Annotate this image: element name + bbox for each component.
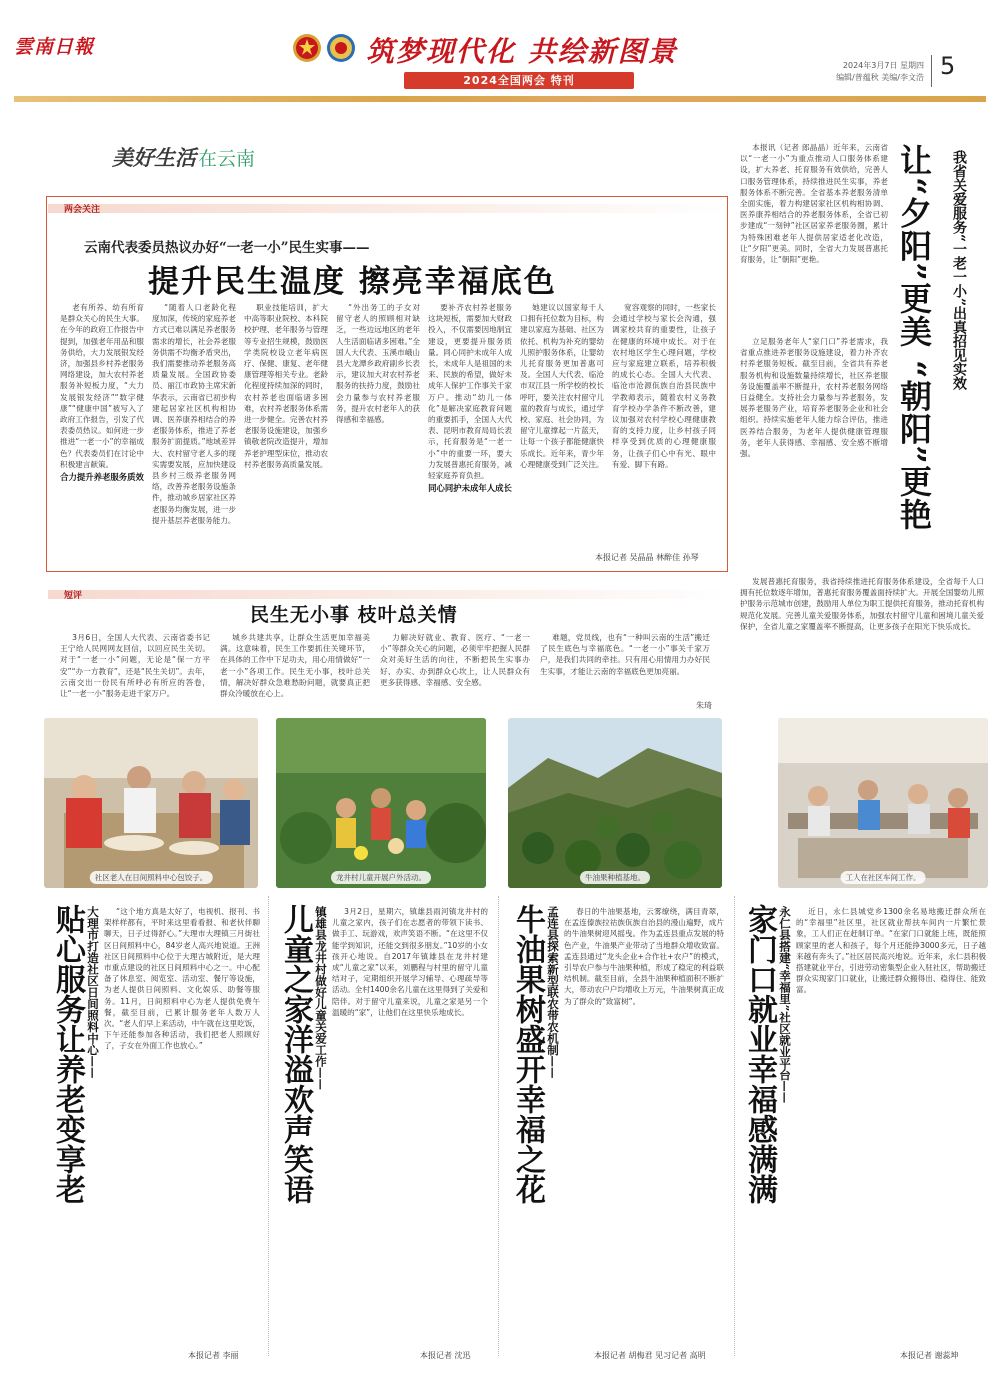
cppcc-emblem-icon [326,33,356,63]
commentary-tag: 短评 [64,591,83,601]
lead-column-7 [612,302,716,548]
story3-body [564,906,724,1336]
story1-text: “这个地方真是太好了，电视机、报刊、书架样样都有，平时来这里看看报、和老伙伴聊聊天，日子过得舒心。”大理市大理镇三月街社区日间照料中心，84岁老人高兴地说道。王洲社区日间照料中心位于大理古城附近，是大理市重点建设的社区日间照料中心之一。中心配备了休息室、阅览室、活动室、餐厅等设施，为老人提供日间照料、文化娱乐、助餐等服务。11月，日间照料中心为老人提供免费午餐，截至目前，已累计服务老年人数万人次。“老人们早上来活动，中午就在这里吃饭，下午还能参加各种活动，我们把老人照顾好了，子女在外面工作也放心。” [104,907,260,1051]
story1-headline: 贴心服务让养老变享老 [50,904,85,1204]
avocado-orchard-image [508,718,722,888]
sidebar-para-2: 立足服务老年人“家门口”养老需求，我省重点推进养老服务设施建设，着力补齐农村养老服务短板。截至目前，全省共有养老服务机构和设施数量持续增长，社区养老服务设施覆盖率不断提升，农村养老服务网络日益健全。支持社会力量参与养老服务，发展养老服务产业，培育养老服务企业和社会组织。持续实施老年人能力综合评估，推进医养结合服务，为老年人提供健康管理服务，老年人获得感、幸福感、安全感不断增强。 [740,337,888,459]
story4-kicker: 永仁县搭建“幸福里”社区就业平台—— [778,906,792,1104]
column-divider-2 [498,896,499,1356]
lead-tag-bar [48,204,726,213]
lead-subhead-2: 同心同护未成年人成长 [428,483,512,494]
children-outdoor-image [276,718,486,888]
sidebar-para-3: 发展普惠托育服务，我省持续推进托育服务体系建设，全省每千人口拥有托位数逐年增加，普惠托育服务覆盖面持续扩大。开展全国婴幼儿照护服务示范城市创建，鼓励用人单位为职工提供托育服务，推动托育机构规范化发展。完善儿童关爱服务体系，加强农村留守儿童和困境儿童关爱保护，全省儿童之家覆盖率不断提高，让更多孩子在阳光下快乐成长。 [740,577,984,631]
story1-body [104,906,260,1336]
column-divider-1 [268,896,269,1356]
section-logo [112,142,255,172]
lead-byline: 本报记者 吴晶晶 林醉佳 孙琴 [595,553,699,562]
story3-text: 春日的牛油果基地，云雾缭绕，满目青翠，在孟连傣族拉祜族佤族自治县的漫山遍野，成片的牛油果树迎风摇曳。作为孟连县重点发展的特色产业，牛油果产业带动了当地群众增收致富。孟连县通过“龙头企业+合作社+农户”的模式，引导农户参与牛油果种植，形成了稳定的利益联结机制。截至目前，全县牛油果种植面积不断扩大，带动农户户均增收上万元，牛油果树真正成为了群众的“致富树”。 [564,907,724,1006]
commentary-column-2 [220,632,370,710]
sidebar-headline: 让“夕阳”更美 “朝阳”更艳 [895,144,933,531]
commentary-para-1: 3月6日，全国人大代表、云南省委书记王宁给人民网网友回信，以回应民生关切。对于“一老一小”问题，无论是“保一方平安”“办一方教育”，还是“民生关切”。去年，云南交出一份民有所呼必有所应的答卷，让“一老一小”服务走进千家万户。 [60,633,210,699]
lead-para-5: 要补齐农村养老服务这块短板，需要加大财政投入，不仅需要因地制宜建设，更要提升服务质量。同心同护未成年人成长，未成年人是祖国的未来、民族的希望，做好未成年人保护工作事关千家万户。推动“幼儿一体化”是解决家庭教育问题的重要抓手，全国人大代表、昆明市教育局局长表示，托育服务是“一老一小”中的重要一环，要大力发展普惠托育服务，减轻家庭养育负担。 [428,303,512,481]
special-badge: 2024全国两会 特刊 [404,72,634,89]
lead-column-4 [336,302,420,560]
section-logo-part1: 美好生活 [112,145,196,170]
page-number-divider [931,55,932,87]
photo-caption-3: 牛油果种植基地。 [580,871,650,884]
commentary-para-2: 城乡共建共享，让群众生活更加幸福美满。这意味着，民生工作要抓住关键环节，在具体的工作中下足功夫，用心用情做好“一老一小”各项工作。民生无小事，枝叶总关情，解决好群众急难愁盼问题，就要真正把群众冷暖放在心上。 [220,633,370,699]
national-emblem-icon [292,33,322,63]
commentary-byline: 朱琦 [696,701,712,710]
photo-story-1 [44,718,258,888]
lead-headline: 提升民生温度 擦亮幸福底色 [148,264,557,300]
section-logo-part2: 在云南 [198,148,256,170]
lead-para-7: 宽容观察的同时，一些家长会通过学校与家长会沟通，强调家校共育的重要性，让孩子在健康的环境中成长。对于在农村地区学生心理问题，学校应与家庭建立联系，培养积极的成长心态。全国人大代表、临沧市沧源佤族自治县民族中学教师表示，随着农村义务教育学校办学条件不断改善，建议加强对农村学校心理健康教育的支持力度，让乡村孩子同样享受到优质的心理健康服务，让孩子们心中有光、眼中有爱、脚下有路。 [612,303,716,469]
story2-body [332,906,488,1336]
story4-headline: 家门口就业幸福感满满 [742,904,777,1204]
column-divider-3 [734,896,735,1356]
lead-subhead-1: 合力提升养老服务质效 [60,472,144,483]
lead-para-3: 职业技能培训，扩大中高等职业院校、本科院校护理、老年服务与管理等专业招生规模，鼓励医学类院校设立老年病医疗、保健、康复、老年健康管理等相关专业。老龄化程度持续加深的同时，农村养老也面临诸多困难，农村养老服务体系需进一步健全。完善农村养老服务设施建设，加强乡镇敬老院改造提升，增加养老护理型床位，推动农村养老服务高质量发展。 [244,303,328,469]
photo-caption-1: 社区老人在日间照料中心包饺子。 [90,871,213,884]
story2-kicker: 镇雄县龙井村做好儿童关爱工作—— [314,906,328,1090]
page-number: 5 [940,52,956,80]
lead-para-1: 老有所养、幼有所育是群众关心的民生大事。在今年的政府工作报告中提到，加强老年用品和服务供给，大力发展银发经济，加强县乡村养老服务网络建设，加大农村养老服务补短板力度，“大力发展银发经济”“数字健康”“健康中国”被写入了政府工作报告，引发了代表委员热议。如何进一步推进“一老一小”的幸福成色？代表委员们在讨论中积极建言献策。 [60,303,144,469]
lead-tag: 两会关注 [64,205,101,215]
factory-workers-image [778,718,988,888]
lead-column-2 [152,302,236,560]
sidebar-column-3 [740,576,984,712]
issue-editors: 编辑/普蕴秋 美编/李文浩 [836,73,924,82]
issue-date: 2024年3月7日 星期四 [842,61,924,70]
sidebar-kicker: 我省关爱服务“一老一小”出真招见实效 [951,150,967,391]
masthead-gold-bar [14,96,986,102]
commentary-column-3 [380,632,530,710]
sidebar-column-2 [740,336,888,572]
photo-story-2 [276,718,486,888]
story4-body [796,906,986,1336]
commentary-para-3: 力解决好就业、教育、医疗、“一老一小”等群众关心的问题，必须牢牢把握人民群众对美好生活的向往，不断把民生实事办好、办实、办到群众心坎上，让人民群众有更多获得感、幸福感、安全感。 [380,633,530,687]
story4-byline: 本报记者 谢蕊坤 [900,1351,959,1360]
lead-para-2: “随着人口老龄化程度加深，传统的家庭养老方式已难以满足养老服务需求的增长，社会养老服务供需不均衡矛盾突出，我们需要推动养老服务高质量发展。全国政协委员、丽江市政协主席宋新华表示，云南省已初步构建起居家社区机构相协调、医养康养相结合的养老服务体系，推进了养老服务扩面提质。”地域差异大、农村留守老人多的现实需要发展，应加快建设县乡村三级养老服务网络，改善养老服务设施条件，推动城乡居家社区养老服务均衡发展，进一步提升基层养老服务能力。 [152,303,236,525]
lead-para-4: “外出务工的子女对留守老人的照顾相对缺乏，一些边远地区的老年人生活面临诸多困难。”全国人大代表、玉溪市峨山县大龙潭乡政府副乡长表示，建议加大对农村养老服务的扶持力度，鼓励社会力量参与农村养老服务，提升农村老年人的获得感和幸福感。 [336,303,420,425]
photo-caption-4: 工人在社区车间工作。 [841,871,926,884]
story2-headline: 儿童之家洋溢欢声笑语 [278,904,313,1204]
photo-story-3 [508,718,722,888]
masthead-logo: 雲南日報 [14,36,95,58]
photo-story-4 [778,718,988,888]
story4-text: 近日，永仁县城党乡1300余名易地搬迁群众所在的“幸福里”社区里，社区就业帮扶车间内一片繁忙景象，工人们正在赶制订单。“在家门口就能上班，既能照顾家里的老人和孩子，每个月还能挣3000多元，日子越来越有奔头了。”社区居民高兴地说。近年来，永仁县积极搭建就业平台，引进劳动密集型企业入驻社区，帮助搬迁群众实现家门口就业，让搬迁群众搬得出、稳得住、能致富。 [796,907,986,995]
story1-byline: 本报记者 李丽 [188,1351,239,1360]
story2-byline: 本报记者 沈迅 [420,1351,471,1360]
lead-kicker: 云南代表委员热议办好“一老一小”民生实事—— [84,240,370,256]
elderly-dumplings-image [44,718,258,888]
sidebar-column-1 [740,142,888,332]
masthead [0,0,1000,110]
story2-text: 3月2日，星期六，镇雄县雨河镇龙井村的儿童之家内，孩子们在志愿者的带领下读书、做手工、玩游戏，欢声笑语不断。“在这里不仅能学到知识，还能交到很多朋友。”10岁的小女孩开心地说。自2017年镇雄县在龙井村建成“儿童之家”以来，刘鹏程与村里的留守儿童结对子，定期组织开展学习辅导、心理疏导等活动。全村1400余名儿童在这里得到了关爱和陪伴。对于留守儿童来说，儿童之家是另一个温暖的“家”，让他们在这里快乐地成长。 [332,907,488,1017]
sidebar-para-1: 本报讯（记者 郎晶晶）近年来，云南省以“一老一小”为重点推动人口服务体系建设，扩大养老、托育服务有效供给，完善人口服务管理体系，持续推进民生实事，养老服务体系不断完善。全省基本养老服务清单全面实施，着力构建居家社区机构相协调、医养康养相结合的养老服务体系，全省已初步建成“一刻钟”社区居家养老服务圈，累计为特殊困难老年人提供居家适老化改造，让“夕阳”更美。同时，全省大力发展普惠托育服务，让“朝阳”更艳。 [740,143,888,265]
story1-kicker: 大理市打造社区日间照料中心—— [86,906,100,1079]
story3-kicker: 孟连县探索新型联农带农机制—— [546,906,560,1079]
lead-column-1 [60,302,144,560]
commentary-column-1 [60,632,210,710]
commentary-column-4 [540,632,710,702]
lead-column-6 [520,302,604,560]
commentary-headline: 民生无小事 枝叶总关情 [250,604,458,626]
commentary-para-4: 难题，党员线，也有“一种叫云南的生活”搬迁了民生底色与幸福底色。“一老一小”事关千家万户，是我们共同的牵挂。只有用心用情用力办好民生实事，才能让云南的幸福底色更加亮丽。 [540,633,710,676]
story3-headline: 牛油果树盛开幸福之花 [510,904,545,1204]
commentary-tag-bar [48,590,728,599]
lead-para-6: 她建议以国家每千人口拥有托位数为目标，构建以家庭为基础、社区为依托、机构为补充的婴幼儿照护服务体系，让婴幼儿托育服务更加普惠可及。全国人大代表、临沧市双江县一所学校的校长呼吁，要关注农村留守儿童的教育与成长，通过学校、家庭、社会协同，为留守儿童撑起一片蓝天，让每一个孩子都能健康快乐成长。近年来，青少年心理健康受到广泛关注。 [520,303,604,469]
lead-column-5 [428,302,512,560]
story3-byline: 本报记者 胡梅君 见习记者 高明 [594,1351,706,1360]
photo-caption-2: 龙井村儿童开展户外活动。 [331,871,431,884]
masthead-slogan: 筑梦现代化 共绘新图景 [366,35,678,68]
lead-column-3 [244,302,328,560]
